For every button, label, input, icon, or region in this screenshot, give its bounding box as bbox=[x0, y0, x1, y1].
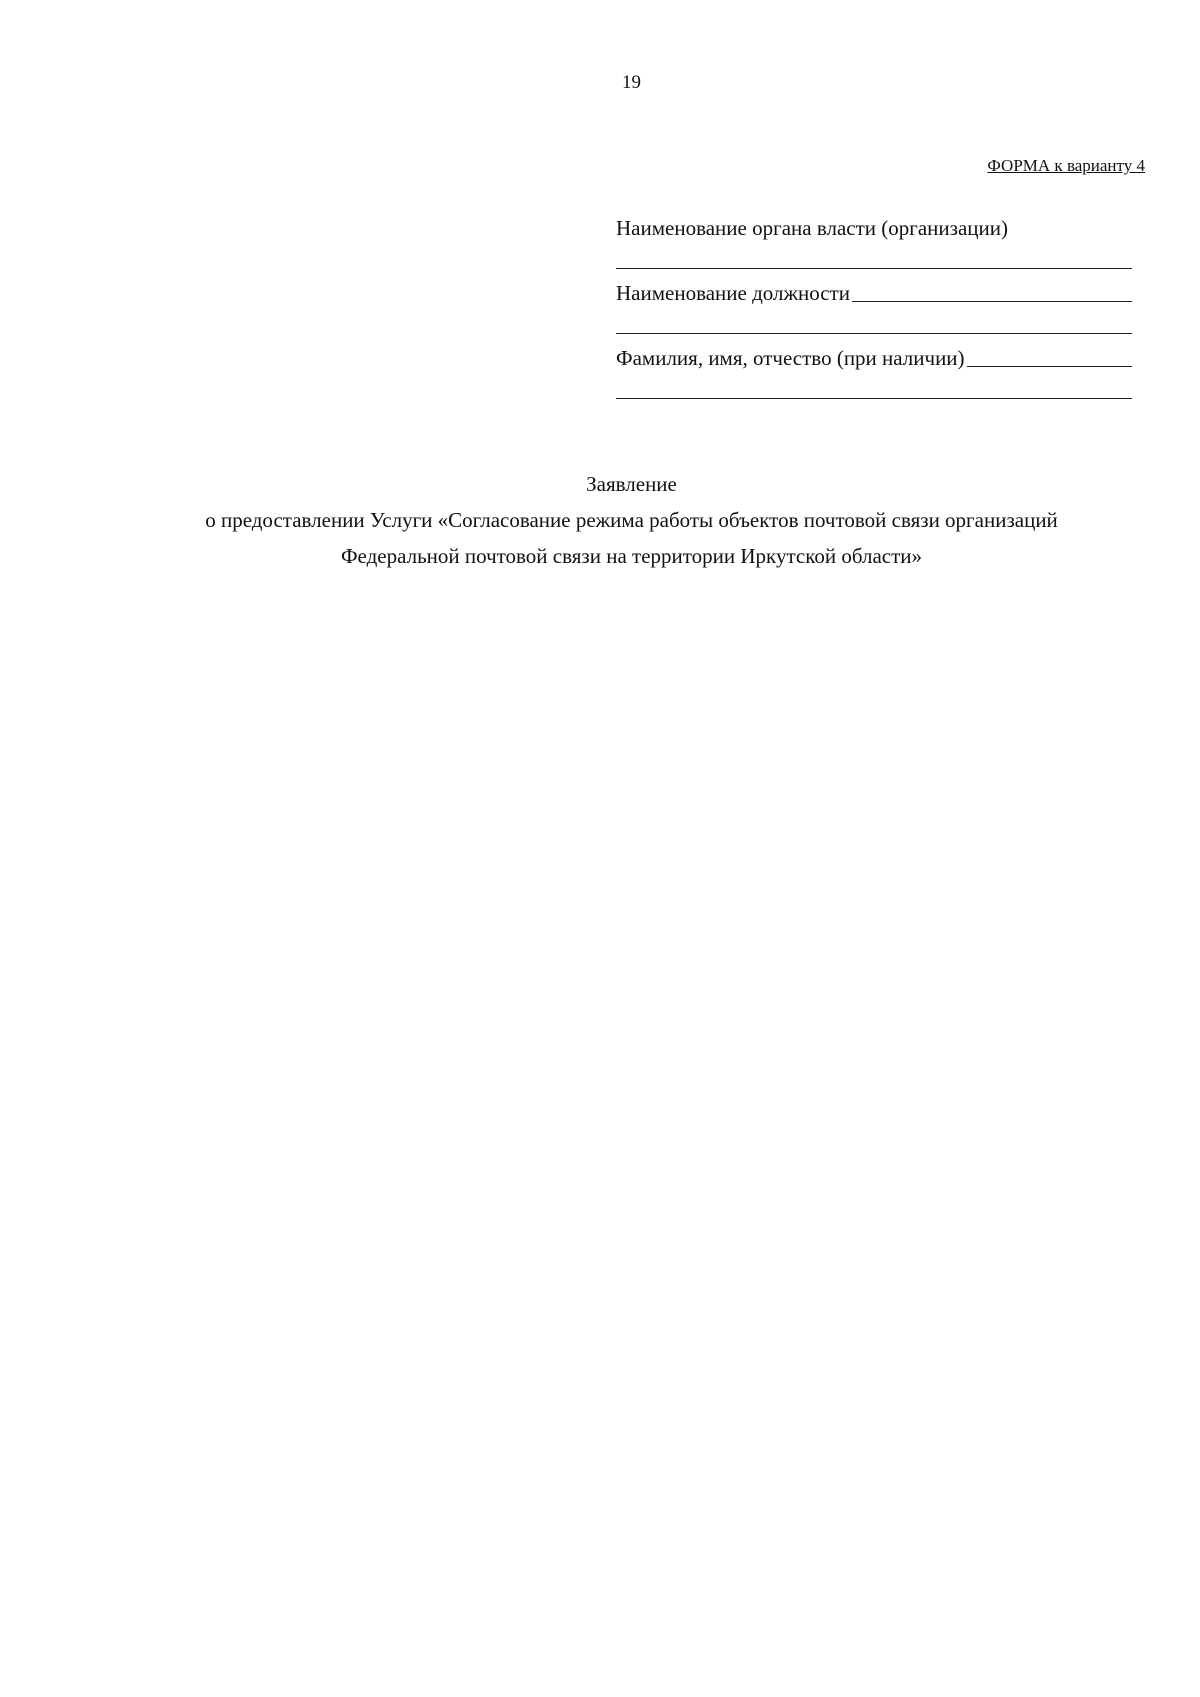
full-name-label: Фамилия, имя, отчество (при наличии) bbox=[616, 346, 965, 370]
page-number: 19 bbox=[622, 72, 641, 93]
authority-label: Наименование органа власти (организации) bbox=[616, 216, 1008, 240]
full-name-field-continued[interactable] bbox=[616, 372, 1132, 399]
application-subtitle-line-2: Федеральной почтовой связи на территории Иркутской области» bbox=[340, 544, 923, 568]
application-subtitle-line-1: о предоставлении Услуги «Согласование режима работы объектов почтовой связи организаций bbox=[205, 508, 1058, 532]
position-field-continued[interactable] bbox=[616, 307, 1132, 334]
addressee-block bbox=[616, 210, 1132, 399]
position-label: Наименование должности bbox=[616, 281, 850, 305]
authority-row bbox=[616, 210, 1132, 242]
full-name-row bbox=[616, 340, 1132, 372]
application-title: Заявление bbox=[586, 472, 677, 496]
position-row bbox=[616, 275, 1132, 307]
authority-field[interactable] bbox=[616, 242, 1132, 269]
full-name-field[interactable] bbox=[967, 344, 1132, 367]
application-title-block bbox=[0, 466, 1200, 574]
form-variant-label: ФОРМА к варианту 4 bbox=[987, 156, 1145, 175]
position-field[interactable] bbox=[852, 279, 1132, 302]
